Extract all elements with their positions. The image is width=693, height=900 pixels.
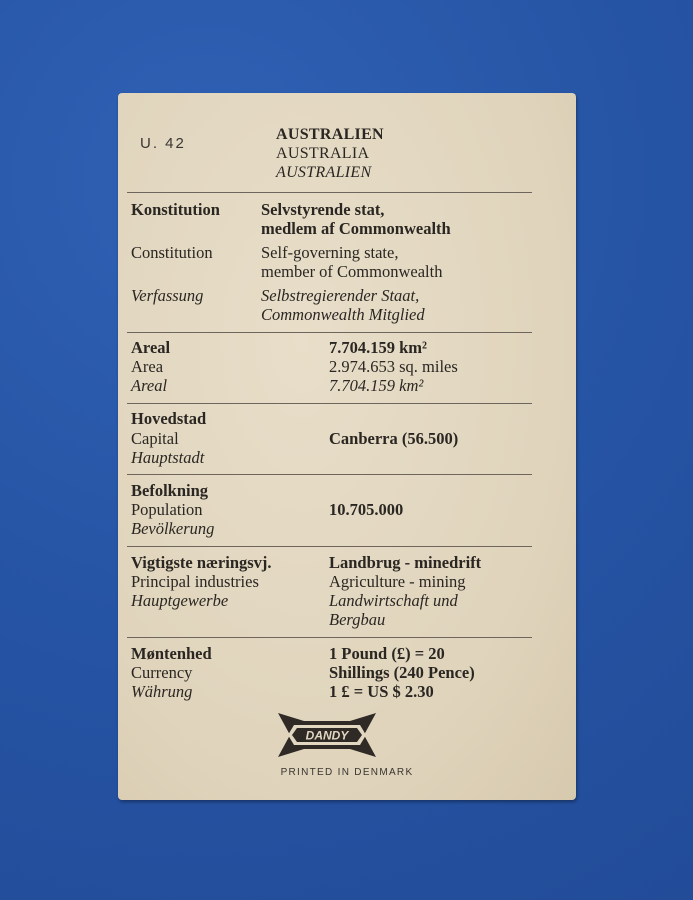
dandy-logo bbox=[276, 711, 378, 759]
label-area-da: Areal bbox=[131, 338, 171, 357]
label-currency-da: Møntenhed bbox=[131, 644, 212, 663]
label-capital-en: Capital bbox=[131, 429, 179, 448]
label-industries-da: Vigtigste næringsvj. bbox=[131, 553, 272, 572]
label-population-de: Bevölkerung bbox=[131, 519, 215, 538]
divider bbox=[127, 192, 532, 193]
divider bbox=[127, 403, 532, 404]
value-area-miles: 2.974.653 sq. miles bbox=[329, 357, 458, 376]
value-constitution-de-2: Commonwealth Mitglied bbox=[261, 305, 425, 324]
label-area-en: Area bbox=[131, 357, 164, 376]
value-constitution-da-1: Selvstyrende stat, bbox=[261, 200, 385, 219]
printed-in-label: PRINTED IN DENMARK bbox=[280, 767, 414, 778]
label-population-en: Population bbox=[131, 500, 203, 519]
value-constitution-da-2: medlem af Commonwealth bbox=[261, 219, 451, 238]
label-population-da: Befolkning bbox=[131, 481, 209, 500]
title-english: AUSTRALIA bbox=[276, 145, 370, 162]
value-currency-3: 1 £ = US $ 2.30 bbox=[329, 682, 434, 701]
divider bbox=[127, 546, 532, 547]
label-capital-da: Hovedstad bbox=[131, 409, 207, 428]
value-area-km-de: 7.704.159 km² bbox=[329, 376, 424, 395]
title-danish: AUSTRALIEN bbox=[276, 126, 384, 143]
card-code: U. 42 bbox=[140, 135, 186, 152]
value-capital: Canberra (56.500) bbox=[329, 429, 459, 448]
title-german: AUSTRALIEN bbox=[276, 164, 372, 181]
label-constitution-da: Konstitution bbox=[131, 200, 220, 219]
trading-card bbox=[118, 93, 576, 800]
label-constitution-en: Constitution bbox=[131, 243, 213, 262]
value-area-km: 7.704.159 km² bbox=[329, 338, 427, 357]
label-constitution-de: Verfassung bbox=[131, 286, 204, 305]
value-constitution-en-2: member of Commonwealth bbox=[261, 262, 443, 281]
value-industries-de-1: Landwirtschaft und bbox=[329, 591, 458, 610]
divider bbox=[127, 332, 532, 333]
value-constitution-de-1: Selbstregierender Staat, bbox=[261, 286, 420, 305]
divider bbox=[127, 474, 532, 475]
value-industries-de-2: Bergbau bbox=[329, 610, 386, 629]
value-constitution-en-1: Self-governing state, bbox=[261, 243, 399, 262]
label-currency-en: Currency bbox=[131, 663, 193, 682]
value-industries-da: Landbrug - minedrift bbox=[329, 553, 482, 572]
value-currency-2: Shillings (240 Pence) bbox=[329, 663, 475, 682]
value-population: 10.705.000 bbox=[329, 500, 404, 519]
logo-text: DANDY bbox=[305, 728, 349, 743]
label-area-de: Areal bbox=[131, 376, 168, 395]
label-industries-de: Hauptgewerbe bbox=[131, 591, 229, 610]
value-industries-en: Agriculture - mining bbox=[329, 572, 466, 591]
label-capital-de: Hauptstadt bbox=[131, 448, 205, 467]
value-currency-1: 1 Pound (£) = 20 bbox=[329, 644, 445, 663]
label-currency-de: Währung bbox=[131, 682, 193, 701]
label-industries-en: Principal industries bbox=[131, 572, 259, 591]
divider bbox=[127, 637, 532, 638]
